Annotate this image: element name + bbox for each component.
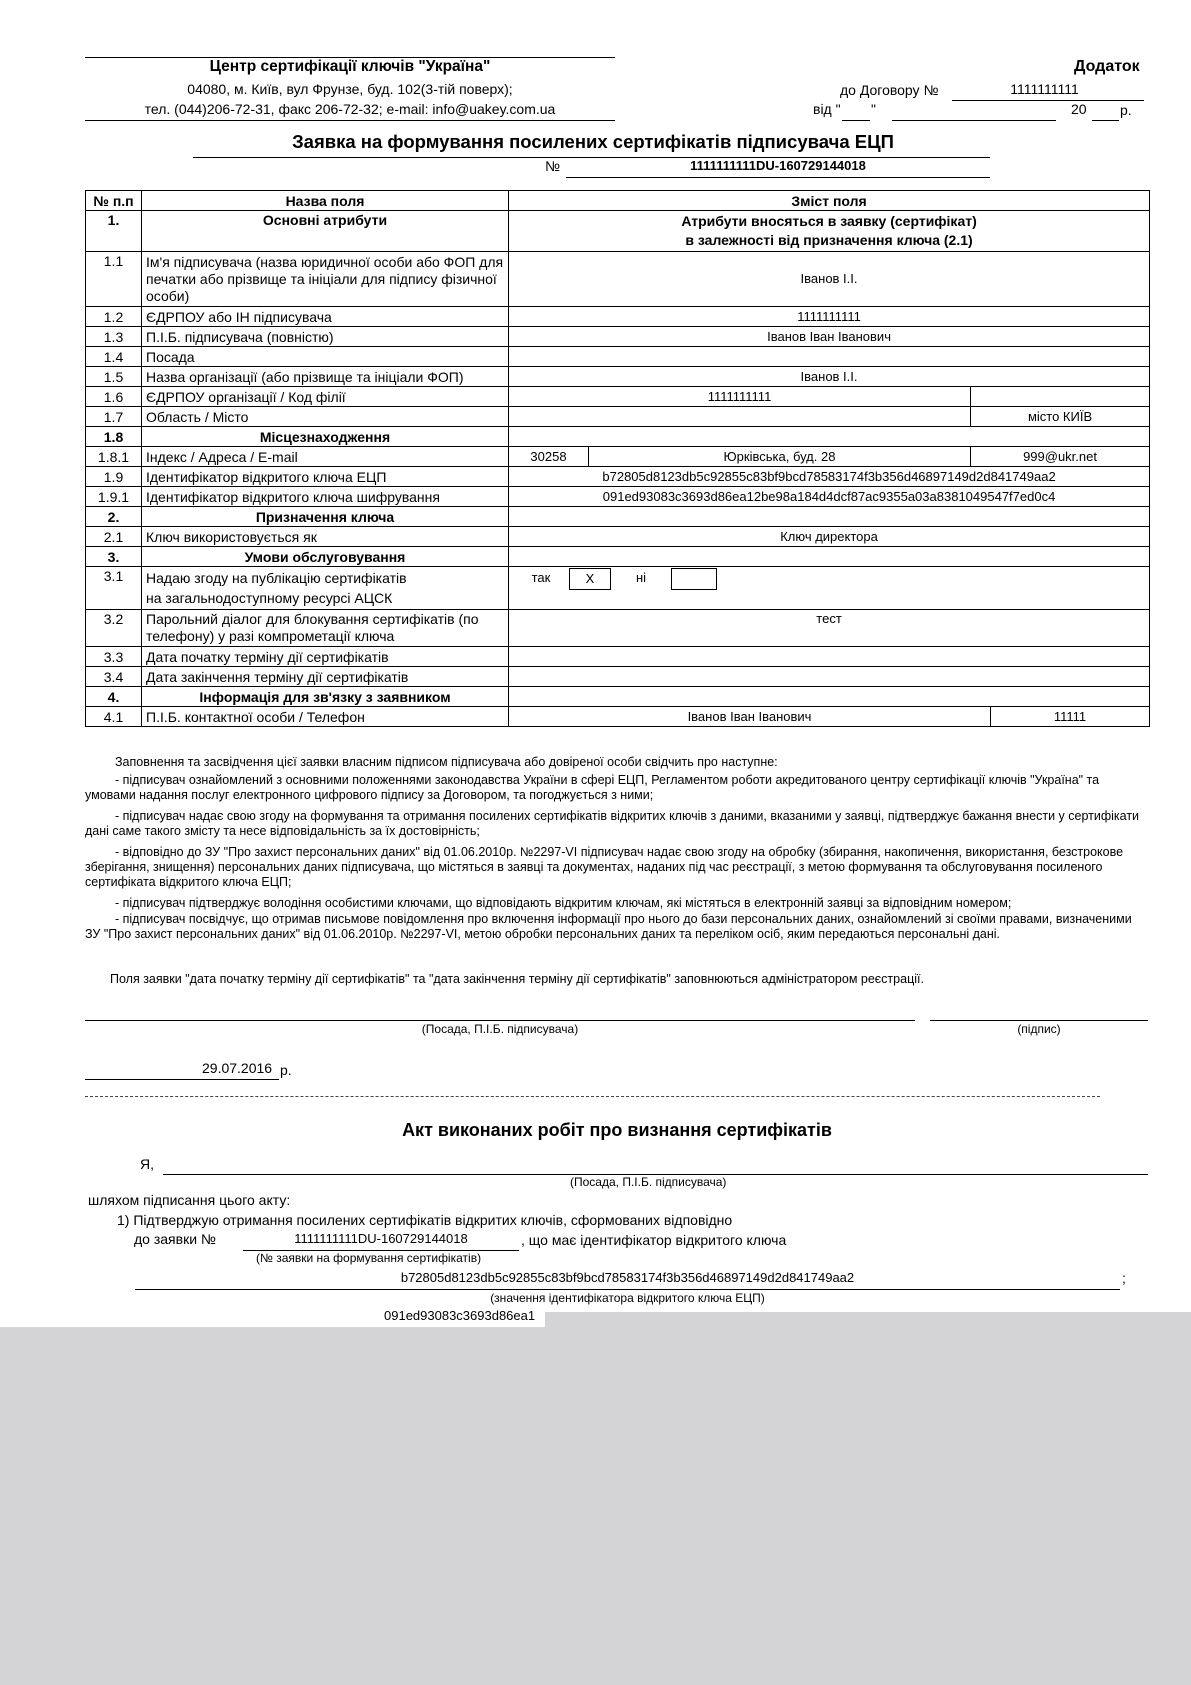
admin-note: Поля заявки "дата початку терміну дії сертифікатів" та "дата закінчення терміну дії сертифікатів" заповнюються адміністратором реєстрації. [110,972,924,986]
signer-fullname-value: Іванов Іван Іванович [509,327,1150,347]
act-key-caption: (значення ідентифікатора відкритого ключа ЕЦП) [490,1291,765,1305]
region-value [509,407,971,427]
act-has-identifier: , що має ідентифікатор відкритого ключа [521,1232,787,1248]
consent-no-checkbox[interactable] [671,568,717,590]
publish-consent-options [509,567,1150,610]
row-name: Призначення ключа [142,507,509,527]
table-row [86,687,1150,707]
row-num: 1.9.1 [86,487,142,507]
act-i-caption: (Посада, П.І.Б. підписувача) [570,1175,727,1189]
row-name: Інформація для зв'язку з заявником [142,687,509,707]
postal-index-value: 30258 [509,447,589,467]
row-name: Ключ використовується як [142,527,509,547]
table-header-row [86,191,1150,211]
position-signature-line [85,1020,915,1021]
date-day-rule [842,120,870,121]
table-row [86,447,1150,467]
act-to-request: до заявки № [134,1231,216,1247]
row-name: П.І.Б. контактної особи / Телефон [142,707,509,727]
position-caption: (Посада, П.І.Б. підписувача) [421,1022,579,1036]
org-contacts: тел. (044)206-72-31, факс 206-72-32; e-mail: info@uakey.com.ua [144,101,556,117]
contact-phone-value: 11111 [991,707,1150,727]
table-row [86,487,1150,507]
contact-name-value: Іванов Іван Іванович [509,707,991,727]
row-name [142,567,509,610]
col-num-header: № п.п [86,191,142,211]
statement-1: - підписувач ознайомлений з основними положеннями законодавства України в сфері ЕЦП, Регламентом роботи акредитованого центру сертифікації ключів "Україна" та умовами надання послуг електронного цифрового підпису за Договором, та погоджується з ними; [85,773,1100,802]
org-code-value: 1111111111 [509,387,971,407]
signing-date-suffix: р. [280,1062,292,1078]
request-number-rule [566,177,990,178]
row-num: 1.2 [86,307,142,327]
table-row [86,407,1150,427]
table-row [86,647,1150,667]
row-name: ЄДРПОУ або ІН підписувача [142,307,509,327]
table-row [86,467,1150,487]
row-num: 1.5 [86,367,142,387]
page-title: Заявка на формування посилених сертифікатів підписувача ЕЦП [292,131,894,152]
act-request-number: 1111111111DU-160729144018 [294,1231,468,1246]
row-num: 1. [86,211,142,252]
date-quote-close: " [871,101,876,117]
contract-label: до Договору № [840,82,939,98]
table-row [86,427,1150,447]
act-key-value: b72805d8123db5c92855c83bf9bcd78583174f3b356d46897149d2d841749aa2 [400,1270,855,1285]
signer-code-value: 1111111111 [509,307,1150,327]
viewer-background [0,1327,1191,1685]
organization-value: Іванов І.І. [509,367,1150,387]
row-num: 4.1 [86,707,142,727]
table-row [86,387,1150,407]
date-year-rule [1092,120,1119,121]
row-num: 3.4 [86,667,142,687]
contract-number: 1111111111 [1010,81,1079,97]
signing-date: 29.07.2016 [202,1060,273,1076]
date-from-label: від " [813,101,841,117]
position-value [509,347,1150,367]
row-num: 3.2 [86,610,142,647]
act-key-semicolon: ; [1122,1270,1126,1286]
act-encryption-key-partial: 091ed93083c3693d86ea1 [384,1308,536,1323]
act-key-rule [135,1289,1120,1290]
email-value: 999@ukr.net [971,447,1150,467]
row-name: Посада [142,347,509,367]
signer-name-value: Іванов І.І. [509,252,1150,307]
row-name: Ім'я підписувача (назва юридичної особи або ФОП для печатки або прізвище та ініціали для підпису фізичної особи) [142,252,509,307]
row-name: Індекс / Адреса / E-mail [142,447,509,467]
table-row [86,307,1150,327]
consent-yes-label: так [531,570,551,586]
act-item-1: 1) Підтверджую отримання посилених сертифікатів відкритих ключів, сформованих відповідно [117,1212,733,1228]
appendix-label: Додаток [1074,58,1140,75]
row-num: 1.3 [86,327,142,347]
row-num: 1.1 [86,252,142,307]
row-name: Місцезнаходження [142,427,509,447]
table-row [86,252,1150,307]
row-name: Ідентифікатор відкритого ключа ЕЦП [142,467,509,487]
row-num: 3. [86,547,142,567]
contract-number-rule [952,100,1144,101]
branch-code-value [971,387,1150,407]
act-i-label: Я, [140,1156,154,1172]
table-row [86,347,1150,367]
col-name-header: Назва поля [142,191,509,211]
validity-end-value [509,667,1150,687]
statement-3: - відповідно до ЗУ "Про захист персональних даних" від 01.06.2010р. №2297-VI підписувач надає свою згоду на обробку (збирання, накопичення, використання, безстрокове зберігання, знищення) персональних даних підписувача, що містяться в заявці та документах, наданих під час реєстрації, з метою формування та обслуговування посиленого сертифіката відкритого ключа ЕЦП; [85,845,1124,889]
year-suffix: р. [1120,102,1132,118]
row-content [509,547,1150,567]
table-row [86,507,1150,527]
row-name: ЄДРПОУ організації / Код філії [142,387,509,407]
row-num: 2.1 [86,527,142,547]
row-content-line-1: Атрибути вносяться в заявку (сертифікат) [681,213,977,229]
row-num: 1.7 [86,407,142,427]
statement-4: - підписувач підтверджує володіння особистими ключами, що відповідають відкритим ключам, які містяться в електронній заявці за відповідним номером; [115,896,1012,910]
row-name-line-2: на загальнодоступному ресурсі АЦСК [146,590,393,606]
request-number-value: 1111111111DU-160729144018 [690,158,866,173]
row-num: 1.8.1 [86,447,142,467]
row-content [509,507,1150,527]
sign-line [930,1020,1148,1021]
row-content [509,687,1150,707]
row-name-line-1: Надаю згоду на публікацію сертифікатів [146,570,407,586]
encryption-key-id-value: 091ed93083c3693d86ea12be98a184d4dcf87ac9355a03a8381049547f7ed0c4 [509,487,1150,507]
date-month-rule [892,120,1056,121]
row-name: Дата закінчення терміну дії сертифікатів [142,667,509,687]
act-request-caption: (№ заявки на формування сертифікатів) [256,1251,482,1265]
table-row [86,527,1150,547]
act-title: Акт виконаних робіт про визнання сертифікатів [402,1120,832,1140]
table-row [86,211,1150,252]
password-dialog-value: тест [509,610,1150,647]
table-row [86,610,1150,647]
row-name: Ідентифікатор відкритого ключа шифрування [142,487,509,507]
viewer-background-step [545,1312,1191,1328]
row-content [509,427,1150,447]
key-usage-value: Ключ директора [509,527,1150,547]
statements-intro: Заповнення та засвідчення цієї заявки власним підписом підписувача або довіреної особи свідчить про наступне: [115,755,778,769]
request-table [85,190,1150,727]
row-num: 4. [86,687,142,707]
row-num: 1.8 [86,427,142,447]
row-num: 1.4 [86,347,142,367]
act-by-signing: шляхом підписання цього акту: [88,1192,291,1208]
row-content [509,211,1150,252]
table-row [86,547,1150,567]
city-value: місто КИЇВ [971,407,1150,427]
signing-date-rule [85,1079,279,1080]
table-row [86,707,1150,727]
row-name: Область / Місто [142,407,509,427]
org-address: 04080, м. Київ, вул Фрунзе, буд. 102(3-тій поверх); [187,81,513,97]
row-num: 2. [86,507,142,527]
table-row [86,667,1150,687]
row-num: 3.1 [86,567,142,610]
header-bottom-rule [85,120,615,121]
validity-start-value [509,647,1150,667]
address-value: Юрківська, буд. 28 [589,447,971,467]
cut-line [85,1096,1100,1097]
consent-no-label: ні [635,570,647,586]
row-name: Назва організації (або прізвище та ініціали ФОП) [142,367,509,387]
row-name: Умови обслуговування [142,547,509,567]
row-num: 1.9 [86,467,142,487]
statement-2: - підписувач надає свою згоду на формування та отримання посилених сертифікатів відкритих ключів з даними, вказаними у заявці, підтверджує бажання внести у сертифікати дані саме такого змісту та несе відповідальність за їх достовірність; [85,809,1140,838]
row-name: Основні атрибути [142,211,509,252]
table-row [86,567,1150,610]
sign-caption: (підпис) [1017,1022,1061,1036]
row-name: Парольний діалог для блокування сертифікатів (по телефону) у разі компрометації ключа [142,610,509,647]
row-name: П.І.Б. підписувача (повністю) [142,327,509,347]
table-row [86,367,1150,387]
request-number-label: № [545,158,561,174]
col-content-header: Зміст поля [509,191,1150,211]
statement-5: - підписувач посвідчує, що отримав письмове повідомлення про включення інформації про нього до бази персональних даних, ознайомлений зі своїми правами, визначеними ЗУ "Про захист персональних даних" від 01.06.2010р. №2297-VI, метою обробки персональних даних та переліком осіб, яким передаються персональні дані. [85,912,1132,941]
org-name: Центр сертифікації ключів "Україна" [209,58,491,75]
year-prefix: 20 [1071,101,1087,117]
statements-block [85,755,1149,942]
row-content-line-2: в залежності від призначення ключа (2.1) [685,232,973,248]
signature-key-id-value: b72805d8123db5c92855c83bf9bcd78583174f3b356d46897149d2d841749aa2 [509,467,1150,487]
consent-yes-checkbox[interactable]: X [569,568,611,590]
row-num: 1.6 [86,387,142,407]
table-row [86,327,1150,347]
row-name: Дата початку терміну дії сертифікатів [142,647,509,667]
row-num: 3.3 [86,647,142,667]
